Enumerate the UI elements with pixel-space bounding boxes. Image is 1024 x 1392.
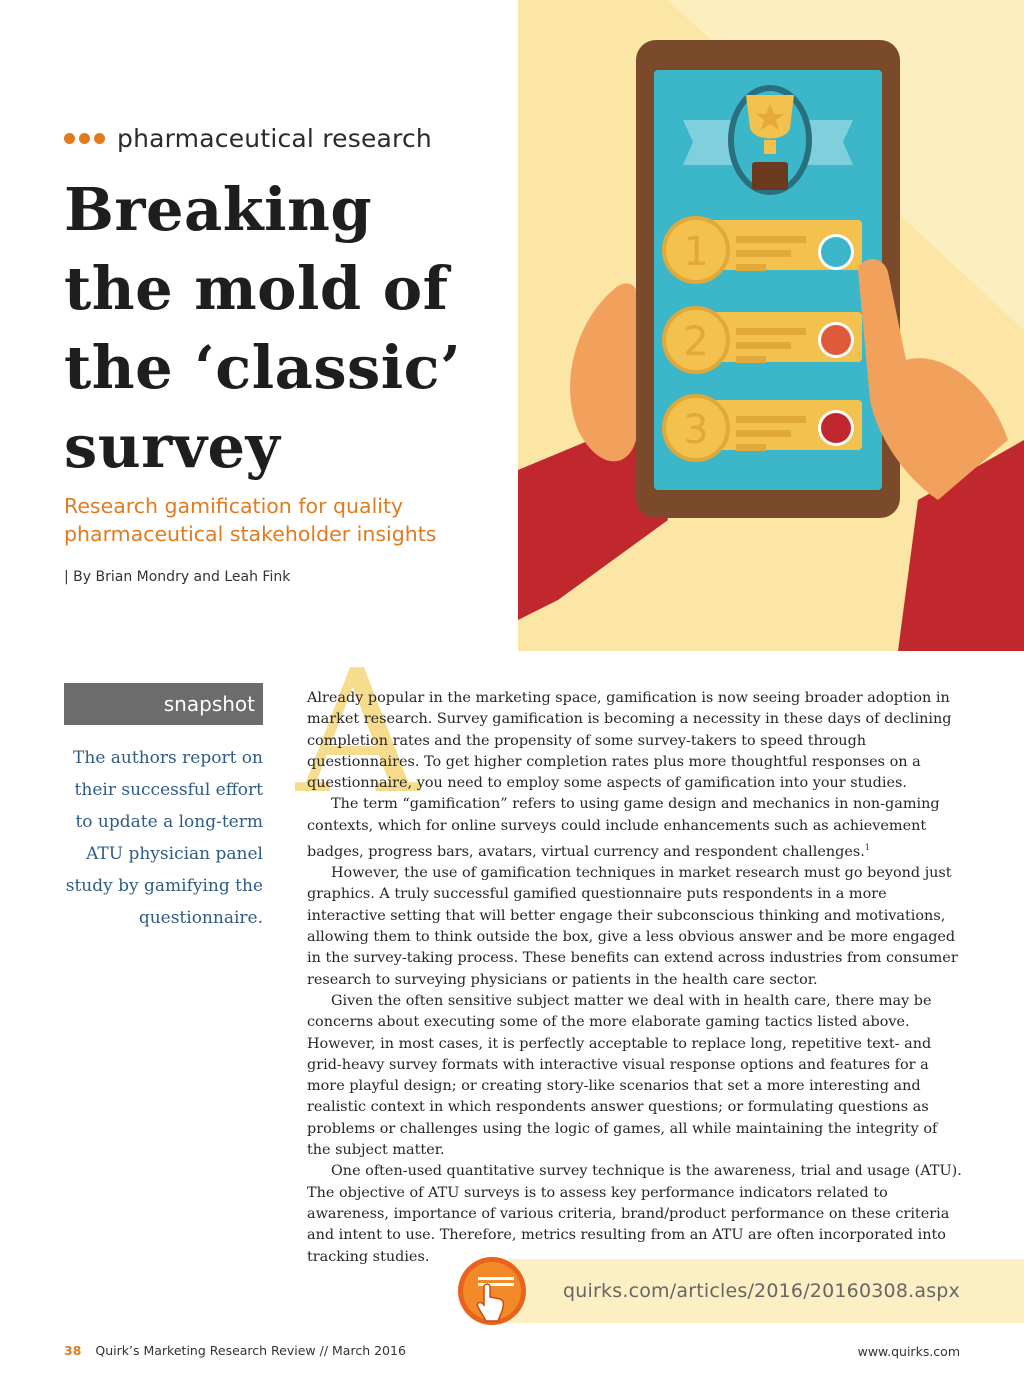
article-body [307,688,963,1268]
article-subhead [64,492,504,548]
website-link[interactable]: www.quirks.com [857,1344,960,1359]
kicker-label: pharmaceutical research [117,124,432,153]
rank-number: 2 [683,319,709,365]
snapshot-line: The authors report on [73,748,263,768]
pointer-hand-icon [456,1255,528,1327]
drop-cap: A [296,634,419,832]
page-footer-left [64,1343,406,1358]
headline-line: survey [64,412,281,481]
tablet-leaderboard-illustration [518,0,1024,651]
rank-number: 1 [683,229,709,275]
snapshot-line: to update a long-term [75,812,263,832]
body-paragraph: One often-used quantitative survey technique is the awareness, trial and usage (ATU). The objective of ATU surveys is to assess key performance indicators related to awareness, importance of various criteria, brand/product performance on these criteria and intent to use. Therefore, metrics resulting from an ATU are often incorporated into tracking studies. [307,1163,962,1265]
rank-number: 3 [683,407,709,453]
snapshot-title: snapshot [64,683,263,725]
snapshot-line: questionnaire. [138,908,263,928]
kicker-dots [64,133,105,144]
snapshot-line: their successful effort [74,780,263,800]
article-headline [64,170,504,486]
snapshot-line: study by gamifying the [65,876,263,896]
headline-line: the ‘classic’ [64,333,462,402]
section-kicker [64,124,432,153]
page-number: 38 [64,1343,82,1358]
body-paragraph: However, the use of gamification techniques in market research must go beyond just graphics. A truly successful gamified questionnaire puts respondents in a more interactive setting that will better engage their subconscious thinking and motivations, allowing them to think outside the box, give a less obvious answer and be more engaged in the survey-taking process. These benefits can extend across industries from consumer research to surveying physicians or patients in the health care sector. [307,865,958,988]
headline-line: the mold of [64,254,449,323]
body-paragraph [307,794,963,863]
subhead-line: Research gamification for quality [64,494,404,518]
headline-line: Breaking [64,175,373,244]
footnote-mark: 1 [864,843,870,853]
subhead-line: pharmaceutical stakeholder insights [64,522,437,546]
body-paragraph: Given the often sensitive subject matter we deal with in health care, there may be concerns about executing some of the more elaborate gaming tactics listed above. However, in most cases, it is perfectly acceptable to replace long, repetitive text- and grid-heavy survey formats with interactive visual response options and features for a more playful design; or creating story-like scenarios that set a more interesting and realistic context in which respondents answer questions; or formulating questions as problems or challenges using the logic of games, all while maintaining the integrity of the subject matter. [307,992,938,1159]
snapshot-line: ATU physician panel [86,844,263,864]
byline: | By Brian Mondry and Leah Fink [64,569,291,585]
body-paragraph: Already popular in the marketing space, gamification is now seeing broader adoption in market research. Survey gamification is becoming a necessity in these days of declining completion rates and the propensity of some survey-takers to speed through questionnaires. To get higher completion rates plus more thoughtful responses on a questionnaire, you need to employ some aspects of gamification into your studies. [307,690,952,792]
article-url[interactable]: quirks.com/articles/2016/20160308.aspx [563,1280,960,1302]
snapshot-text [64,742,263,934]
publication-name: Quirk’s Marketing Research Review // March 2016 [95,1343,406,1358]
paragraph-text: The term “gamification” refers to using game design and mechanics in non-gaming contexts, which for online surveys could include enhancements such as achievement badges, progress bars, avatars, virtual currency and respondent challenges. [307,796,940,860]
